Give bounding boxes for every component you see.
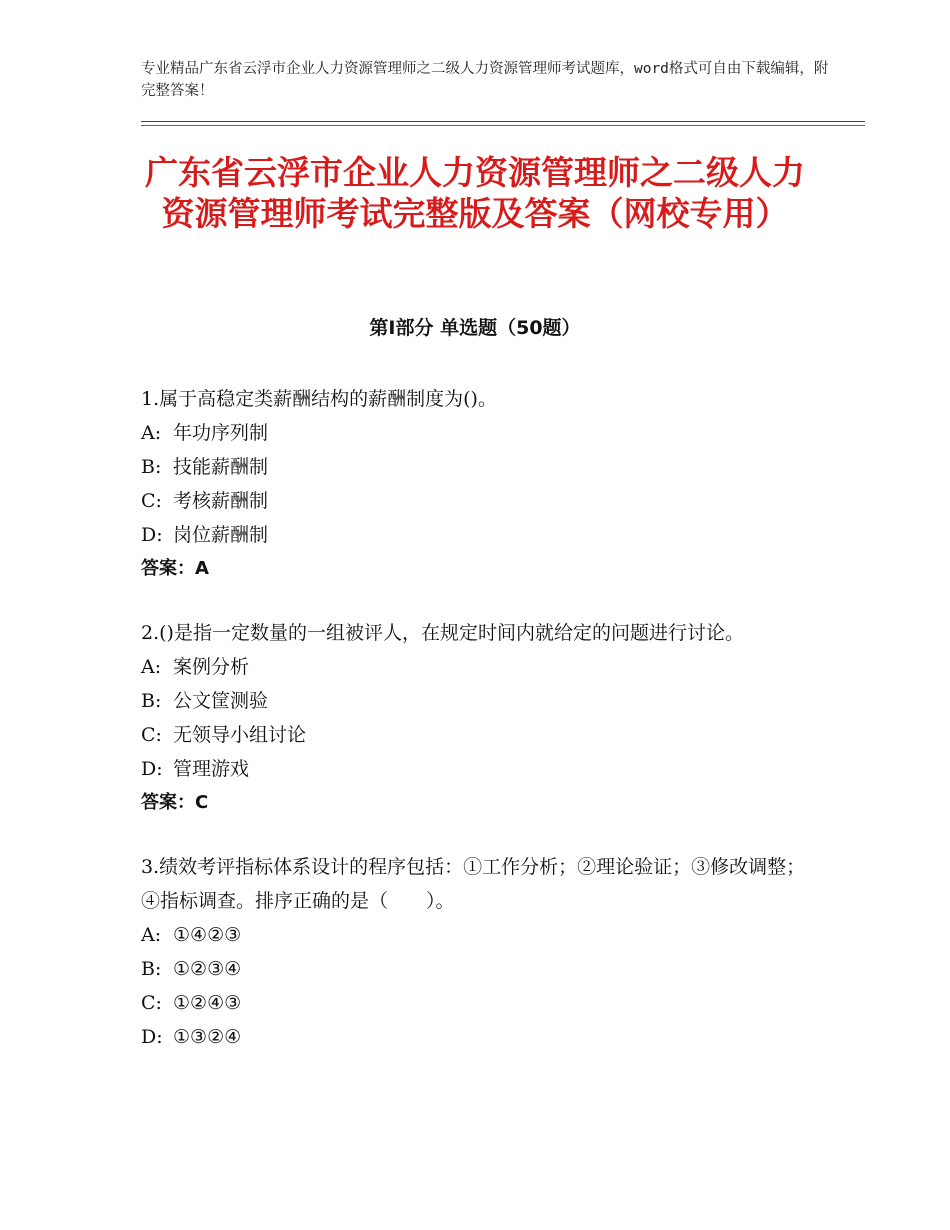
question-stem: 1.属于高稳定类薪酬结构的薪酬制度为()。: [141, 388, 497, 410]
option-text: 管理游戏: [173, 758, 250, 780]
option-letter: D:: [141, 758, 163, 780]
option-text: 岗位薪酬制: [173, 524, 269, 546]
option-text: 技能薪酬制: [173, 456, 269, 478]
option-text: ①②③④: [173, 958, 242, 980]
question-stem: 2.()是指一定数量的一组被评人，在规定时间内就给定的问题进行讨论。: [141, 622, 744, 644]
option-text: 年功序列制: [173, 422, 269, 444]
answer-label: 答案：A: [141, 558, 209, 579]
option-b: [141, 684, 811, 718]
option-letter: C:: [141, 724, 162, 746]
question-list: [141, 382, 811, 1084]
option-letter: B:: [141, 958, 162, 980]
option-letter: A:: [141, 656, 162, 678]
option-letter: B:: [141, 456, 162, 478]
header-rule-secondary: [141, 125, 865, 126]
option-text: 案例分析: [173, 656, 250, 678]
question-1: [141, 382, 811, 586]
section-title: 第Ⅰ部分 单选题（50题）: [369, 317, 581, 339]
option-letter: D:: [141, 524, 163, 546]
option-d: [141, 518, 811, 552]
option-c: [141, 718, 811, 752]
option-c: [141, 484, 811, 518]
question-3: [141, 850, 811, 1054]
option-letter: A:: [141, 422, 162, 444]
option-letter: A:: [141, 924, 162, 946]
document-title: 广东省云浮市企业人力资源管理师之二级人力资源管理师考试完整版及答案（网校专用）: [145, 153, 805, 233]
option-letter: C:: [141, 992, 162, 1014]
option-d: [141, 752, 811, 786]
header-note: 专业精品广东省云浮市企业人力资源管理师之二级人力资源管理师考试题库，word格式可自由下载编辑，附完整答案！: [141, 61, 829, 99]
option-text: ①②④③: [173, 992, 242, 1014]
option-c: [141, 986, 811, 1020]
question-stem: 3.绩效考评指标体系设计的程序包括：①工作分析；②理论验证；③修改调整；④指标调查。排序正确的是（ ）。: [141, 856, 806, 912]
option-text: ①③②④: [173, 1026, 242, 1048]
option-letter: C:: [141, 490, 162, 512]
answer-label: 答案：C: [141, 792, 209, 813]
option-letter: D:: [141, 1026, 163, 1048]
option-text: 考核薪酬制: [173, 490, 269, 512]
option-letter: B:: [141, 690, 162, 712]
option-d: [141, 1020, 811, 1054]
question-2: [141, 616, 811, 820]
option-b: [141, 450, 811, 484]
option-text: ①④②③: [173, 924, 242, 946]
option-text: 无领导小组讨论: [173, 724, 307, 746]
option-a: [141, 918, 811, 952]
option-a: [141, 650, 811, 684]
option-text: 公文筐测验: [173, 690, 269, 712]
header-rule: [141, 121, 865, 122]
option-b: [141, 952, 811, 986]
option-a: [141, 416, 811, 450]
